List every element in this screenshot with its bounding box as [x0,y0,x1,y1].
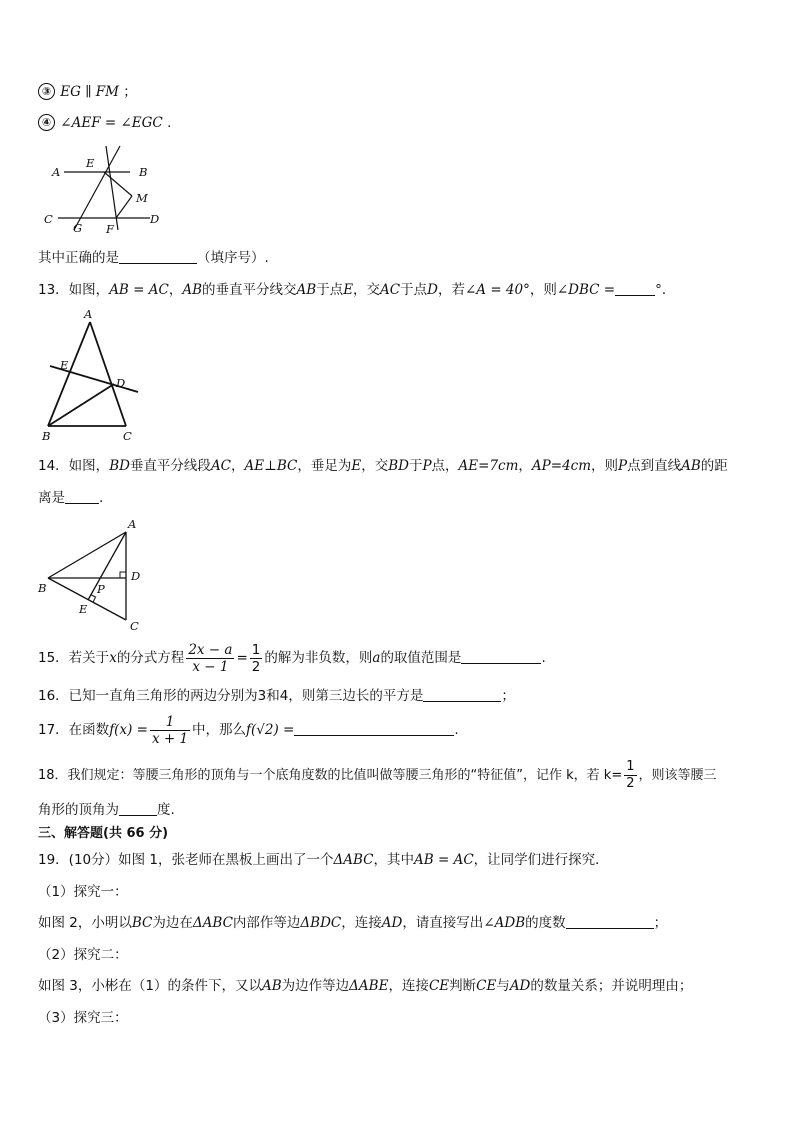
text: ， [168,282,183,298]
text: ，连接 [388,978,429,994]
text: ，交 [361,458,389,474]
text: ，交 [353,282,381,298]
denominator: 2 [626,776,635,791]
text: 判断 [449,978,477,994]
answer-blank[interactable] [119,801,157,816]
text: 的度数 [525,915,566,931]
text: ，让同学们进行探究． [473,852,609,868]
text: . [454,722,459,738]
math: AE=7cm [458,458,519,474]
answer-blank[interactable] [119,249,197,264]
math: BD [109,458,130,474]
text: 的数量关系；并说明理由； [530,978,693,994]
line-GE [74,146,120,230]
text: 的分式方程 [116,650,185,666]
math: BC [131,915,153,931]
text: 14．如图， [38,458,110,474]
question-17 [38,712,459,748]
side-AB [48,322,90,426]
label-A: A [84,307,93,321]
text: 中，那么 [192,722,247,738]
text: 离是 [38,490,65,506]
q12-answer-line [38,248,269,268]
math: AB = AC [414,852,474,868]
text: 18．我们规定：等腰三角形的顶角与一个底角度数的比值叫做等腰三角形的“特征值”，记作 k，若 k= [38,768,623,783]
fraction [624,759,636,792]
math: AB [681,458,701,474]
denominator: x − 1 [192,658,229,675]
math: ΔABC [333,852,374,868]
answer-blank[interactable] [615,281,655,296]
punct: . [167,115,172,131]
circled-number: ③ [38,83,55,100]
text: 的取值范围是 [380,650,462,666]
text: 点到直线 [627,458,682,474]
text: ，其中 [373,852,415,868]
circled-number: ④ [38,114,55,131]
answer-blank[interactable] [566,914,654,929]
text: ； [501,688,515,704]
text: 为边作等边 [281,978,350,994]
text: 13．如图， [38,282,110,298]
text: 垂直平分线段 [129,458,211,474]
text: ，则 [591,458,619,474]
part-1-title: （1）探究一： [38,884,128,900]
denominator: 2 [251,658,261,675]
math: AC [380,282,401,298]
text: ，则 [529,282,557,298]
line-MF [116,196,132,218]
part-3-title: （3）探究三： [38,1010,128,1026]
answer-blank[interactable] [65,489,99,504]
math: AB [261,978,282,994]
text: ， [231,458,245,474]
text: 如图 3，小彬在（1）的条件下，又以 [38,978,262,994]
question-14-line-1 [38,456,728,476]
math-expr: ∠AEF = ∠EGC [60,115,163,131]
text: ， [518,458,532,474]
math: BD [388,458,409,474]
math: AD [509,978,531,994]
fraction [150,714,190,747]
figure-q14 [34,514,154,634]
text: °． [655,282,676,298]
math: D [427,282,438,298]
label-A: A [52,165,61,179]
text: ，则该等腰三 [638,768,717,783]
label-D: D [150,212,160,226]
text: . [99,490,104,506]
math: AC [210,458,232,474]
answer-blank[interactable] [461,649,541,664]
statement-3 [38,82,137,102]
label-D: D [131,569,141,583]
label-M: M [136,191,148,205]
text: 17．在函数 [38,722,110,738]
numerator: 1 [251,641,261,658]
numerator: 1 [150,714,190,731]
equals: = [236,650,248,666]
text: 度. [157,802,175,818]
question-18-line-2 [38,800,175,820]
numerator: 1 [626,759,635,774]
line-EM [104,172,132,196]
math: AD [381,915,403,931]
label-E: E [60,358,69,372]
math: E [343,282,354,298]
math: AB [182,282,203,298]
label-C: C [130,619,139,633]
part-1 [38,913,667,933]
math: ∠DBC = [556,282,616,298]
math: ∠A = 40° [464,282,530,298]
math: P [618,458,628,474]
question-16 [38,686,515,706]
text: ，连接 [341,915,382,931]
text: ，请直接写出 [402,915,484,931]
question-13 [38,280,675,300]
text: （填序号）. [197,250,269,266]
text: 于 [408,458,423,474]
text: ，若 [437,282,465,298]
text: 的垂直平分线交 [202,282,297,298]
text: 于点 [316,282,344,298]
text: 19．(10分）如图 1，张老师在黑板上画出了一个 [38,852,334,868]
text: 的距 [700,458,728,474]
side-AC [90,322,126,426]
math: ΔBDC [300,915,342,931]
question-14-line-2 [38,488,103,508]
question-15 [38,640,546,676]
text: 的解为非负数，则 [264,650,373,666]
label-E: E [86,156,95,170]
right-angle-D [120,572,126,578]
label-B: B [42,429,51,443]
label-B: B [139,165,148,179]
math: AB = AC [109,282,169,298]
math: a [372,650,381,666]
math: E [351,458,362,474]
math: AB [296,282,317,298]
label-C: C [44,212,53,226]
label-B: B [38,581,47,595]
punct: ； [123,84,137,100]
math: ∠ADB [483,915,526,931]
text: ； [653,915,668,931]
text: 于点 [400,282,428,298]
segment-BD [48,384,114,426]
text: 16．已知一直角三角形的两边分别为3和4，则第三边长的平方是 [38,688,424,704]
question-18-line-1 [38,758,717,794]
answer-blank[interactable] [294,721,454,736]
text: 与 [496,978,510,994]
label-F: F [106,222,114,236]
part-2 [38,976,692,996]
line-BA [48,532,126,578]
denominator: x + 1 [151,730,189,747]
text: 内部作等边 [232,915,301,931]
fraction [186,642,234,675]
section-heading: 三、解答题(共 66 分) [38,826,169,841]
text: 为边在 [152,915,193,931]
math: ΔABE [349,978,389,994]
math: AP=4cm [531,458,592,474]
line-AE [88,532,126,600]
figure-q13 [38,306,148,446]
text: 角形的顶角为 [38,802,119,818]
label-A: A [128,517,137,531]
numerator: 2x − a [188,641,233,658]
label-C: C [123,429,132,443]
text: . [541,650,546,666]
label-E: E [79,602,88,616]
label-D: D [116,376,126,390]
label-G: G [73,221,83,235]
math-expr: EG ∥ FM [60,84,119,100]
math: x [109,650,117,666]
math: f(√2) = [246,722,295,738]
math: f(x) = [109,722,148,738]
text: 点， [431,458,459,474]
text: 15．若关于 [38,650,110,666]
fraction [250,642,263,675]
math: CE [476,978,497,994]
part-2-title: （2）探究二： [38,947,128,963]
text: ，垂足为 [297,458,352,474]
text: 其中正确的是 [38,250,119,266]
text: 如图 2，小明以 [38,915,132,931]
statement-4 [38,113,171,133]
figure-q12 [38,140,178,240]
math: ΔABC [192,915,233,931]
question-19 [38,850,609,870]
math: CE [428,978,450,994]
math: AE⊥BC [244,458,298,474]
label-P: P [97,582,105,596]
math: P [422,458,432,474]
answer-blank[interactable] [423,687,501,702]
